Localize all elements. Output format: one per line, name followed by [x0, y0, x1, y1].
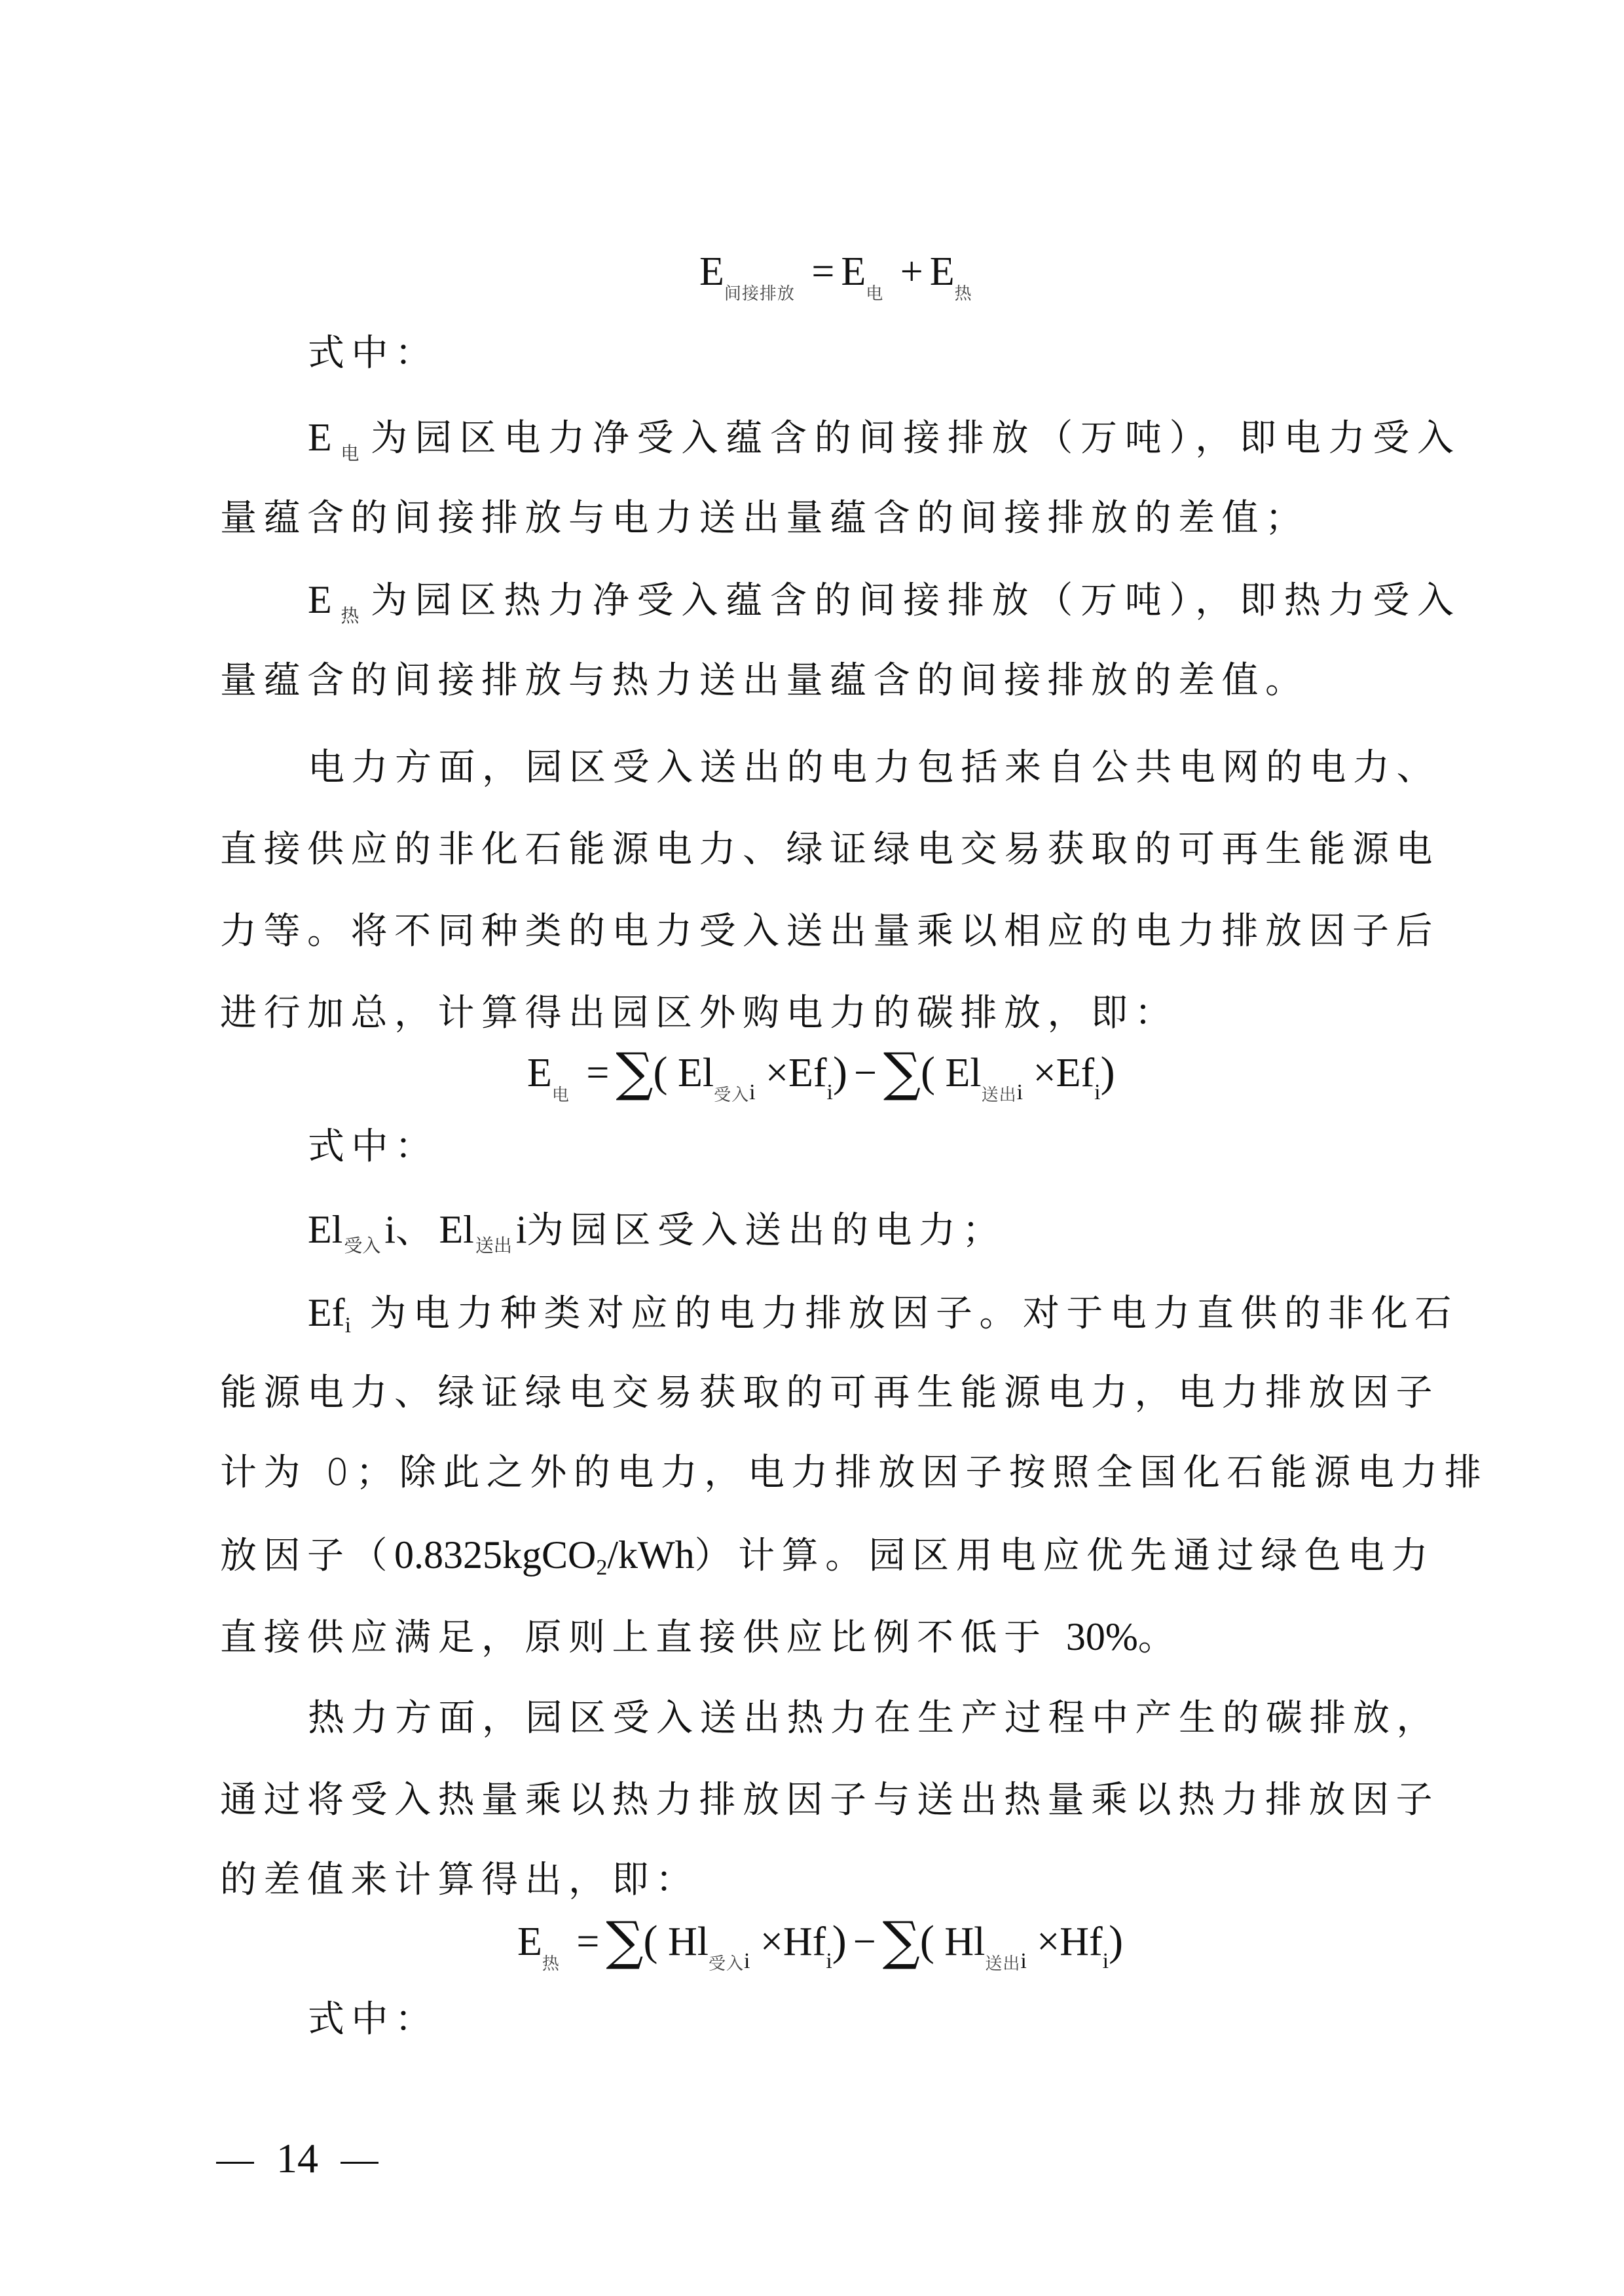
times-sign: ×	[766, 1051, 788, 1095]
plus-sign: +	[900, 249, 923, 294]
formula-var: E	[929, 249, 955, 294]
var-el: El	[308, 1208, 343, 1251]
ef-definition-line4	[220, 1529, 1454, 1581]
formula-subscript: 热	[954, 284, 972, 304]
formula-index: i	[1020, 1949, 1027, 1973]
times-sign: ×	[1033, 1051, 1056, 1095]
times-sign: ×	[1037, 1920, 1060, 1964]
elec-paragraph-line3: 力等。将不同种类的电力受入送出量乘以相应的电力排放因子后	[220, 910, 1439, 953]
open-paren: (	[653, 1048, 668, 1096]
formula-electricity-emission	[527, 1040, 1115, 1105]
var-ef: Ef	[308, 1291, 345, 1334]
close-paren: )	[1100, 1048, 1115, 1096]
formula-var: Hl	[667, 1920, 709, 1964]
minus-sign: −	[853, 1051, 877, 1095]
close-paren: )	[832, 1048, 847, 1096]
formula-subscript: 送出	[981, 1085, 1017, 1105]
formula-var: Hl	[944, 1920, 986, 1964]
var-index: i	[344, 1313, 352, 1338]
close-paren: )	[832, 1917, 847, 1965]
formula-index: i	[1102, 1949, 1109, 1973]
var-subscript: 送出	[475, 1235, 512, 1256]
equals-sign: =	[811, 249, 835, 294]
ef-definition-line5	[220, 1611, 1454, 1663]
formula-indirect-emission	[699, 239, 972, 304]
sum-sign: ∑	[606, 1910, 644, 1971]
formula-index: i	[1016, 1080, 1024, 1104]
emission-factor-value: 0.8325kgCO	[394, 1533, 597, 1576]
formula-var: Hf	[1060, 1920, 1103, 1964]
formula-var: E	[699, 249, 724, 294]
var-index: i	[515, 1208, 527, 1251]
definition-text: 直接供应满足，原则上直接供应比例不低于	[220, 1616, 1066, 1659]
sum-sign: ∑	[616, 1042, 654, 1102]
formula-heat-emission	[517, 1908, 1123, 1974]
formula-index: i	[1094, 1080, 1101, 1104]
page-dash-right	[341, 2162, 378, 2164]
elec-paragraph-line1: 电力方面，园区受入送出的电力包括来自公共电网的电力、	[308, 746, 1440, 789]
minus-sign: −	[853, 1920, 876, 1964]
supply-ratio-value: 30%	[1065, 1615, 1138, 1658]
formula-subscript: 间接排放	[724, 284, 795, 304]
page-number	[216, 2136, 378, 2181]
formula-subscript: 电	[551, 1085, 570, 1105]
times-sign: ×	[760, 1920, 783, 1964]
heat-paragraph-line2: 通过将受入热量乘以热力排放因子与送出热量乘以热力排放因子	[220, 1779, 1439, 1821]
ef-definition-line3: 计为 0；除此之外的电力，电力排放因子按照全国化石能源电力排	[220, 1451, 1488, 1494]
el-definition	[308, 1203, 1454, 1256]
formula-index: i	[743, 1949, 750, 1973]
page-dash-left	[216, 2162, 254, 2164]
page-number-value: 14	[276, 2135, 318, 2181]
definition-text: ）计算。园区用电应优先通过绿色电力	[694, 1535, 1435, 1577]
open-paren: (	[921, 1048, 936, 1096]
formula-var: El	[677, 1051, 714, 1095]
ef-definition-line1	[308, 1286, 1458, 1339]
separator: 、	[396, 1209, 439, 1252]
definition-text: 放因子（	[220, 1535, 394, 1577]
equals-sign: =	[586, 1051, 610, 1095]
elec-paragraph-line2: 直接供应的非化石能源电力、绿证绿电交易获取的可再生能源电	[220, 828, 1439, 871]
var-subscript: 热	[333, 605, 367, 627]
definition-text: 为园区热力净受入蕴含的间接排放（万吨），即热力受入	[371, 579, 1454, 622]
formula-subscript: 受入	[714, 1085, 750, 1105]
heat-paragraph-line1: 热力方面，园区受入送出热力在生产过程中产生的碳排放，	[308, 1697, 1440, 1740]
formula-subscript: 送出	[985, 1954, 1021, 1974]
var-e: E	[308, 416, 332, 459]
var-el: El	[439, 1208, 474, 1251]
elec-paragraph-line4: 进行加总，计算得出园区外购电力的碳排放，即：	[220, 992, 1178, 1034]
formula-var: El	[945, 1051, 982, 1095]
definition-text: 为园区受入送出的电力；	[526, 1209, 1006, 1252]
formula-var: Hf	[783, 1920, 826, 1964]
heat-paragraph-line3: 的差值来计算得出，即：	[220, 1859, 699, 1901]
formula-index: i	[826, 1080, 833, 1104]
var-subscript: 电	[333, 443, 367, 464]
e-heat-definition-line1	[308, 574, 1454, 626]
var-index: i	[384, 1208, 396, 1251]
definition-text: 为电力种类对应的电力排放因子。对于电力直供的非化石	[351, 1292, 1458, 1335]
open-paren: (	[919, 1917, 934, 1965]
formula-index: i	[826, 1949, 832, 1973]
formula-var: E	[517, 1920, 542, 1964]
sum-sign: ∑	[882, 1910, 920, 1971]
formula-var: E	[841, 249, 866, 294]
emission-factor-unit: /kWh	[607, 1533, 695, 1576]
co2-subscript: 2	[596, 1556, 608, 1580]
equals-sign: =	[576, 1920, 600, 1964]
var-subscript: 受入	[344, 1235, 381, 1256]
where-label: 式中：	[308, 332, 439, 374]
open-paren: (	[643, 1917, 658, 1965]
formula-subscript: 热	[542, 1954, 560, 1974]
formula-subscript: 电	[866, 284, 884, 304]
formula-index: i	[749, 1080, 756, 1104]
definition-text: 为园区电力净受入蕴含的间接排放（万吨），即电力受入	[371, 417, 1454, 460]
var-e: E	[308, 578, 332, 621]
formula-var: Ef	[1056, 1051, 1095, 1095]
formula-var: Ef	[788, 1051, 827, 1095]
formula-subscript: 受入	[708, 1954, 744, 1974]
where-label: 式中：	[308, 1125, 439, 1168]
e-heat-definition-line2: 量蕴含的间接排放与热力送出量蕴含的间接排放的差值。	[220, 659, 1309, 702]
close-paren: )	[1109, 1917, 1124, 1965]
ef-definition-line2: 能源电力、绿证绿电交易获取的可再生能源电力，电力排放因子	[220, 1372, 1439, 1414]
definition-text: 。	[1137, 1616, 1182, 1659]
sum-sign: ∑	[883, 1042, 921, 1102]
e-elec-definition-line2: 量蕴含的间接排放与电力送出量蕴含的间接排放的差值；	[220, 497, 1309, 539]
formula-var: E	[527, 1051, 552, 1095]
e-elec-definition-line1	[308, 411, 1454, 464]
where-label: 式中：	[308, 1998, 439, 2041]
